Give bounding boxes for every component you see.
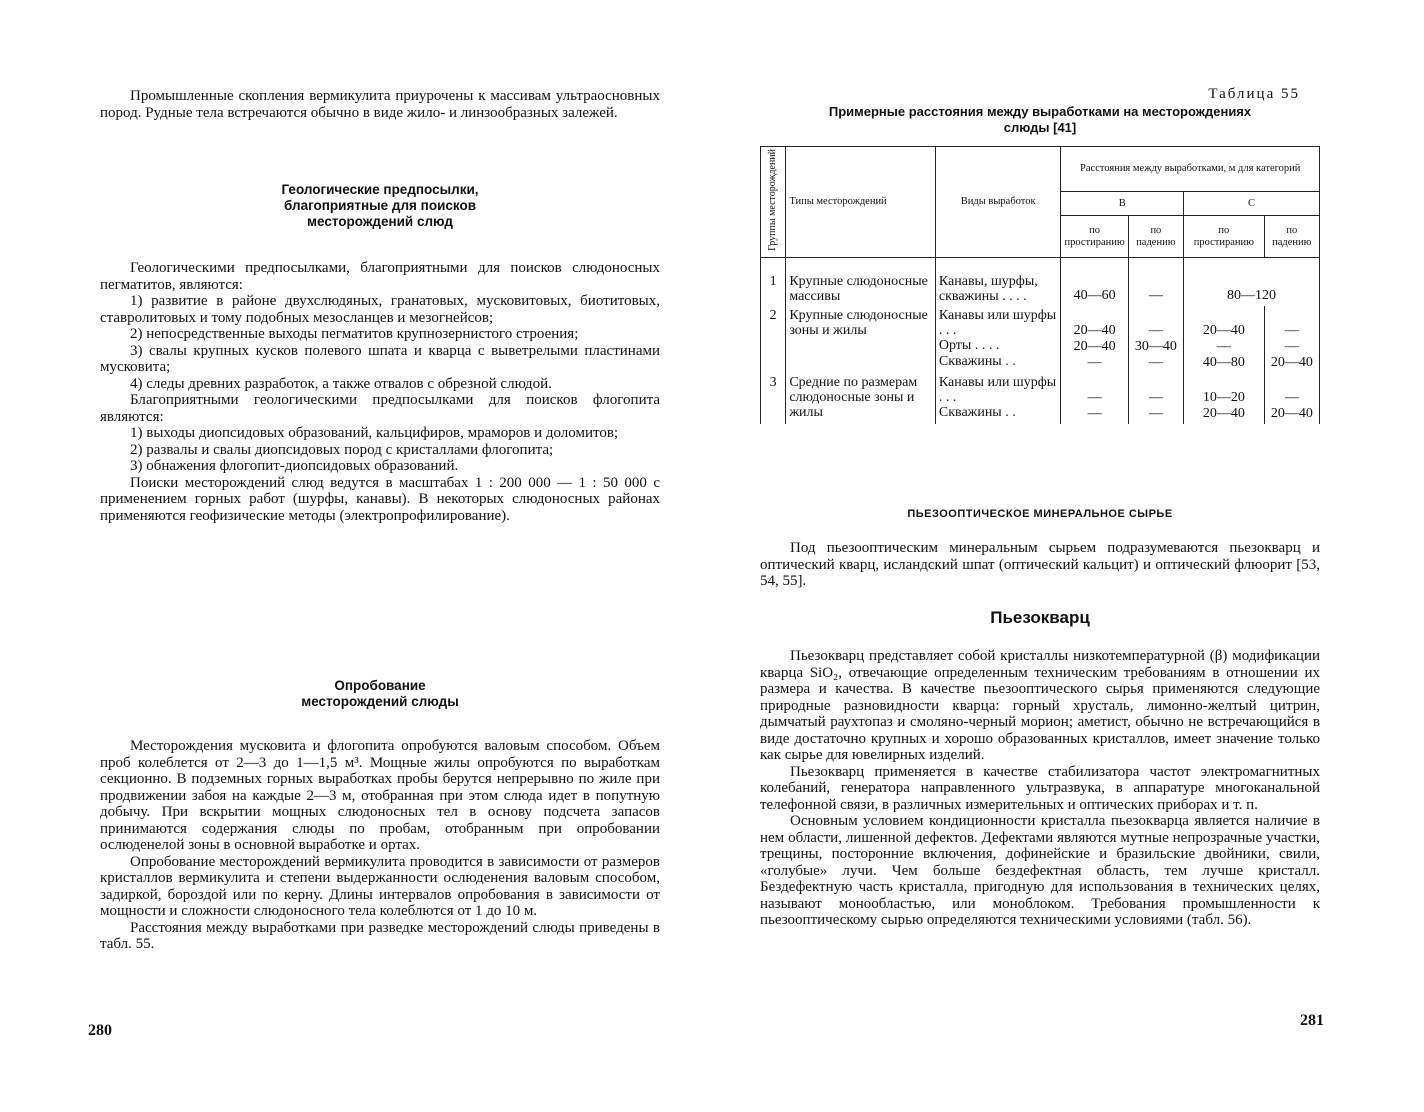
cell-group: 3 [761, 373, 786, 424]
heading-geo-prerequisites [100, 182, 660, 230]
col-header-group: Группы месторождений [761, 147, 786, 258]
cell-c-strike: 20—40 — 40—80 [1184, 306, 1265, 373]
table-title-line: слюды [41] [1003, 120, 1077, 135]
list-item: 3) свалы крупных кусков полевого шпата и кварца с выветрелыми пластинами мусковита; [100, 342, 660, 375]
cell-kind: Канавы или шурфы . . . Орты . . . . Скважины . . [935, 306, 1061, 373]
heading-line: месторождений слюды [301, 694, 459, 709]
heading-line: Геологические предпосылки, [281, 182, 479, 197]
cell-b-dip: — 30—40 — [1128, 306, 1183, 373]
distance-table [760, 146, 1320, 424]
table-title-line: Примерные расстояния между выработками на месторождениях [828, 104, 1252, 119]
table-label: Таблица 55 [1208, 86, 1300, 102]
left-prerequisites-body [100, 260, 660, 524]
paragraph: Благоприятными геологическими предпосылками для поисков флогопита являются: [100, 392, 660, 425]
table-row [761, 257, 1320, 306]
right-piezo-intro [760, 540, 1320, 590]
list-item: 4) следы древних разработок, а также отвалов с обрезной слюдой. [130, 375, 552, 392]
table-row [761, 306, 1320, 373]
cell-b-strike: — — [1061, 373, 1128, 424]
list-item: 2) развалы и свалы диопсидовых пород с кристаллами флогопита; [130, 441, 554, 458]
col-header-type: Типы месторождений [786, 147, 936, 258]
list-item: 1) выходы диопсидовых образований, кальцифиров, мраморов и доломитов; [130, 425, 619, 441]
paragraph: Пьезокварц применяется в качестве стабилизатора частот электромагнитных колебаний, генератора направленного ультразвука, в аппаратуре многоканальной телефонной связи, в различных измерительных и оптических приборах и т. п. [760, 763, 1320, 813]
cell-group: 1 [761, 257, 786, 306]
left-sampling-body [100, 738, 660, 953]
cell-b-strike: 40—60 [1061, 257, 1128, 306]
right-piezoquartz-body [760, 648, 1320, 929]
heading-sampling [100, 678, 660, 710]
cell-type: Крупные слюдоносные массивы [786, 257, 936, 306]
col-header-b-dip: по падению [1128, 216, 1183, 258]
list-item: 3) обнажения флогопит-диопсидовых образований. [130, 458, 459, 474]
cell-kind: Канавы или шурфы . . . Скважины . . [935, 373, 1061, 424]
paragraph: Поиски месторождений слюд ведутся в масштабах 1 : 200 000 — 1 : 50 000 с применением горных работ (шурфы, канавы). В некоторых слюдоносных районах применяются геофизические методы (электропрофилирование). [100, 474, 660, 524]
col-header-b-strike: по простиранию [1061, 216, 1128, 258]
paragraph: Геологическими предпосылками, благоприятными для поисков слюдоносных пегматитов, являются: [100, 260, 660, 293]
col-header-cat-b: B [1061, 192, 1184, 216]
cell-c: 80—120 [1184, 257, 1320, 306]
paragraph: Под пьезооптическим минеральным сырьем подразумеваются пьезокварц и оптический кварц, исландский шпат (оптический кальцит) и оптический флюорит [53, 54, 55]. [760, 540, 1320, 589]
heading-line: месторождений слюд [307, 214, 453, 229]
heading-line: благоприятные для поисков [283, 198, 476, 213]
paragraph: Опробование месторождений вермикулита проводится в зависимости от размеров кристаллов вермикулита и степени выдержанности ослюденения валовым способом, задиркой, бороздой или по керну. Длины интервалов опробования в зависимости от мощности и сложности слюдоносного тела колеблются от 1 до 10 м. [100, 853, 660, 919]
col-header-c-strike: по простиранию [1184, 216, 1265, 258]
cell-b-dip: — — [1128, 373, 1183, 424]
paragraph: Пьезокварц представляет собой кристаллы низкотемпературной (β) модификации кварца SiO₂, отвечающие определенным техническим требованиям в отношении их размера и качества. В качестве пьезооптического сырья применяются следующие природные разновидности кварца: горный хрусталь, лимонно-желтый цитрин, дымчатый раухтопаз и смоляно-черный морион; аметист, обычно не встречающийся в виде достаточно крупных и хорошо образованных кристаллов, имеет значение только как сырье для ювелирных изделий. [760, 648, 1320, 763]
col-header-c-dip: по падению [1264, 216, 1319, 258]
paragraph: Промышленные скопления вермикулита приурочены к массивам ультраосновных пород. Рудные тела встречаются обычно в виде жило- и линзообразных залежей. [100, 88, 660, 121]
col-header-kind: Виды выработок [935, 147, 1061, 258]
cell-group: 2 [761, 306, 786, 373]
list-item: 2) непосредственные выходы пегматитов крупнозернистого строения; [130, 326, 579, 342]
cell-b-strike: 20—40 20—40 — [1061, 306, 1128, 373]
col-header-distance: Расстояния между выработками, м для категорий [1061, 147, 1320, 192]
paragraph: Основным условием кондиционности кристалла пьезокварца является наличие в нем области, лишенной дефектов. Дефектами являются мутные непрозрачные участки, трещины, посторонние включения, дофинейские и бразильские двойники, свили, «голубые» лучи. Чем больше бездефектная область, тем лучше кристалл. Бездефектную часть кристалла, пригодную для использования в технических целях, называют монообластью, или моноблоком. Требования промышленности к пьезооптическому сырью определяются техническими условиями (табл. 56). [760, 813, 1320, 928]
paragraph: Расстояния между выработками при разведке месторождений слюды приведены в табл. 55. [100, 919, 660, 952]
page-number: 280 [88, 1022, 112, 1039]
paragraph: Месторождения мусковита и флогопита опробуются валовым способом. Объем проб колеблется от 2—3 до 1—1,5 м³. Мощные жилы опробуются по выработкам секционно. В подземных горных выработках пробы берутся непрерывно по жиле при продвижении забоя на каждые 2—3 м, отобранная при этом слюда идет в попутную добычу. При вскрытии мощных слюдоносных тел в основу подсчета запасов принимаются содержания слюды по пробам, отобранным при опробовании ослюденелой зоны в основной выработке и ортах. [100, 738, 660, 853]
cell-type: Средние по размерам слюдоносные зоны и жилы [786, 373, 936, 424]
heading-piezoquartz: Пьезокварц [990, 608, 1090, 627]
cell-c-dip: — 20—40 [1264, 373, 1319, 424]
cell-b-dip: — [1128, 257, 1183, 306]
table-row [761, 373, 1320, 424]
page-number: 281 [1300, 1012, 1324, 1029]
cell-kind: Канавы, шурфы, скважины . . . . [935, 257, 1061, 306]
section-heading-piezo: ПЬЕЗООПТИЧЕСКОЕ МИНЕРАЛЬНОЕ СЫРЬЕ [907, 508, 1173, 520]
cell-c-dip: — — 20—40 [1264, 306, 1319, 373]
cell-c-strike: 10—20 20—40 [1184, 373, 1265, 424]
heading-line: Опробование [334, 678, 426, 693]
cell-type: Крупные слюдоносные зоны и жилы [786, 306, 936, 373]
left-intro [100, 88, 660, 121]
col-header-cat-c: C [1184, 192, 1320, 216]
table-title [760, 104, 1320, 136]
list-item: 1) развитие в районе двухслюдяных, гранатовых, мусковитовых, биотитовых, ставролитовых и тому подобных мезосланцев и мезогнейсов; [100, 293, 660, 326]
